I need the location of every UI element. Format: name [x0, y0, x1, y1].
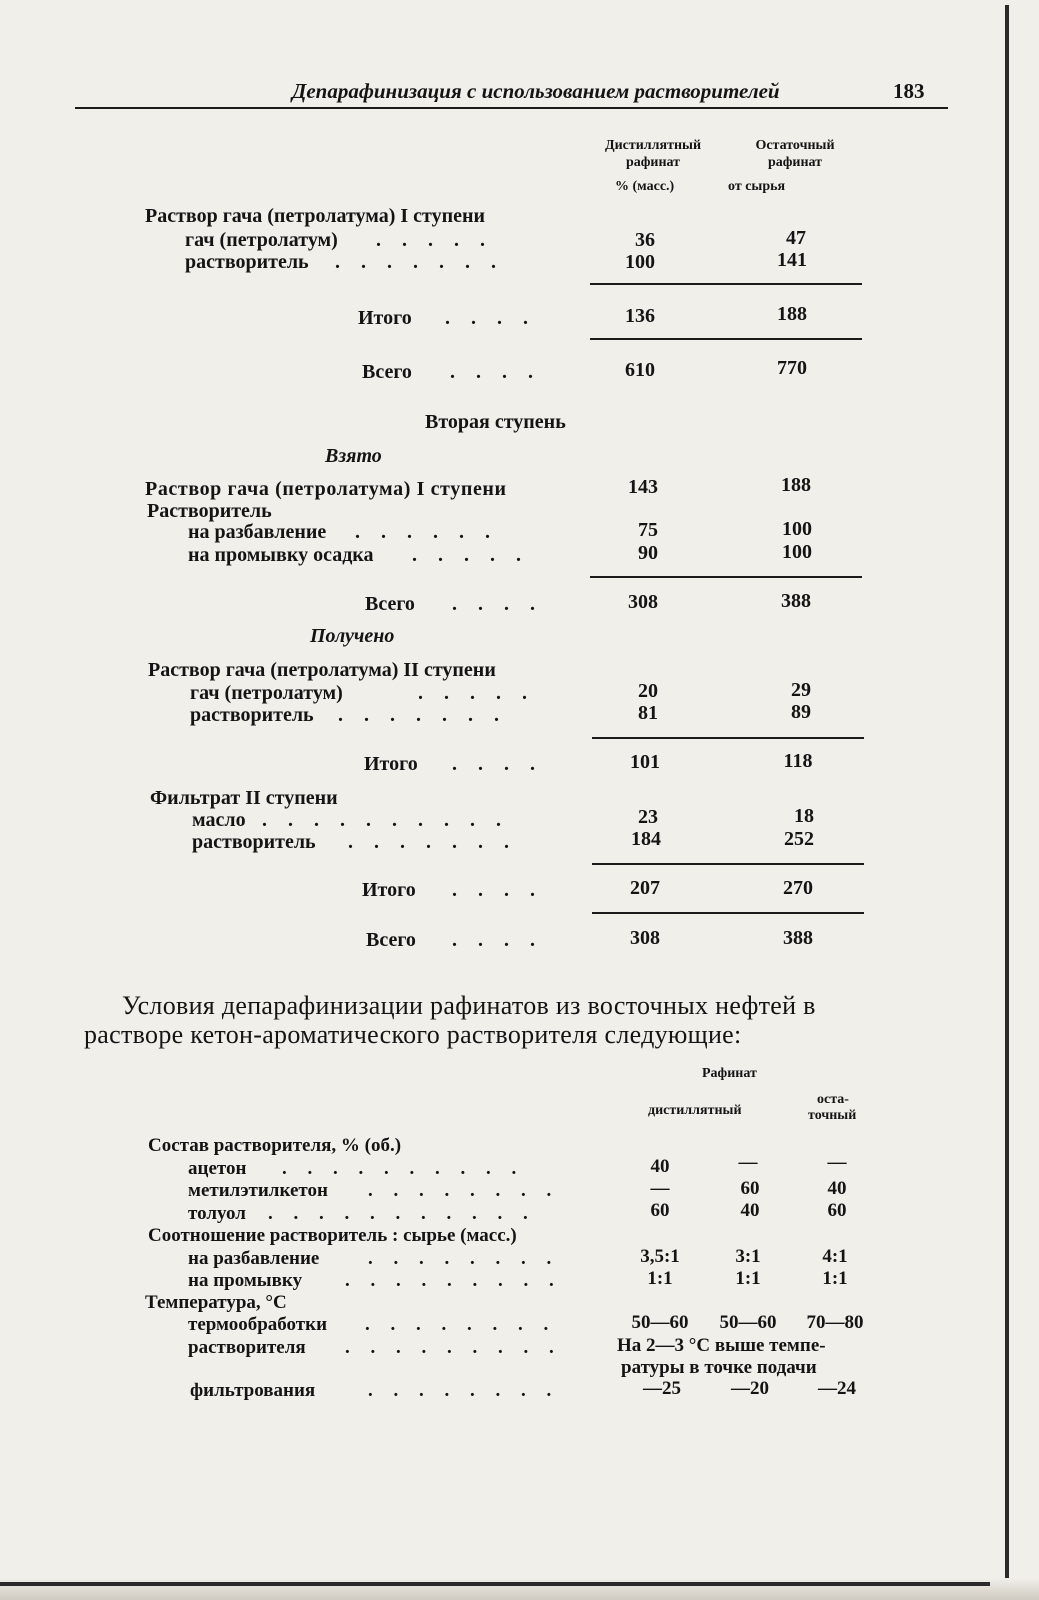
leader-dots: . . . . . . . . — [365, 1314, 557, 1335]
stage2-solution-heading: Раствор гача (петролатума) II ступени — [148, 659, 496, 681]
leader-dots: . . . . . . . . . — [345, 1337, 562, 1358]
value-distillate: 40 — [650, 1156, 670, 1177]
vsego-label: Всего — [362, 361, 412, 383]
value-residual: 1:1 — [822, 1268, 848, 1289]
value-distillate: 50—60 — [631, 1312, 689, 1333]
group-head-raffinate: Рафинат — [702, 1066, 757, 1081]
leader-dots: . . . . . . . . . . — [282, 1158, 525, 1179]
value-mid: 3:1 — [735, 1246, 761, 1267]
value-distillate: 60 — [650, 1200, 670, 1221]
paragraph-line-1: Условия депарафинизации рафинатов из восточных нефтей в — [122, 991, 816, 1020]
leader-dots: . . . . . . . — [348, 831, 517, 853]
value-residual: 70—80 — [806, 1312, 864, 1333]
page-number: 183 — [893, 79, 925, 103]
value-residual: 188 — [777, 303, 807, 325]
value-residual: 60 — [827, 1200, 847, 1221]
row-label: растворитель — [192, 831, 316, 853]
itogo-label: Итого — [362, 879, 416, 901]
leader-dots: . . . . . . . . — [368, 1180, 560, 1201]
leader-dots: . . . . — [450, 361, 541, 383]
vsego-label: Всего — [365, 593, 415, 615]
leader-dots: . . . . . . . . — [368, 1248, 560, 1269]
leader-dots: . . . . . — [412, 544, 529, 566]
row-label: на разбавление — [188, 1248, 320, 1269]
leader-dots: . . . . . — [376, 229, 493, 251]
scan-edge-right — [1005, 5, 1009, 1595]
row-label: термообработки — [188, 1314, 328, 1335]
leader-dots: . . . . — [452, 593, 543, 615]
row-label: гач (петролатум) — [185, 229, 338, 251]
value-distillate: 36 — [635, 229, 655, 251]
vsego-label: Всего — [366, 929, 416, 951]
value-residual: 252 — [784, 828, 814, 850]
leader-dots: . . . . . . . . . — [345, 1270, 562, 1291]
sum-rule — [590, 338, 862, 340]
col-head-residual: Остаточный рафинат — [755, 138, 835, 170]
leader-dots: . . . . . . . — [338, 704, 507, 726]
value-residual: 100 — [782, 518, 812, 540]
value-mid: 50—60 — [719, 1312, 777, 1333]
value-distillate: 81 — [638, 702, 658, 724]
leader-dots: . . . . . . . . — [368, 1380, 560, 1401]
value-residual: 4:1 — [822, 1246, 848, 1267]
row-label: Растворитель — [147, 500, 272, 522]
leader-dots: . . . . — [452, 753, 543, 775]
leader-dots: . . . . . — [418, 682, 535, 704]
section-heading-second-stage: Вторая ступень — [425, 411, 566, 433]
value-distillate: 23 — [638, 806, 658, 828]
sum-rule — [592, 737, 864, 739]
row-label: метилэтилкетон — [188, 1180, 328, 1201]
header-rule — [75, 107, 948, 109]
leader-dots: . . . . . . . . . . . — [268, 1203, 536, 1224]
row-label: растворителя — [188, 1337, 306, 1358]
value-residual: 188 — [781, 474, 811, 496]
value-distillate: 75 — [638, 519, 658, 541]
value-distillate: 308 — [628, 591, 658, 613]
ratio-heading: Соотношение растворитель : сырье (масс.) — [148, 1225, 517, 1246]
value-mid: 60 — [740, 1178, 760, 1199]
value-residual: 388 — [783, 927, 813, 949]
value-distillate: 1:1 — [647, 1268, 673, 1289]
value-residual: 141 — [777, 249, 807, 271]
subheading-taken: Взято — [325, 445, 382, 467]
value-distillate: —25 — [643, 1378, 681, 1399]
value-residual: 89 — [791, 701, 811, 723]
value-residual: 770 — [777, 357, 807, 379]
value-residual: 18 — [794, 805, 814, 827]
value-mid: — — [738, 1152, 758, 1173]
value-distillate: 100 — [625, 251, 655, 273]
leader-dots: . . . . . . . — [335, 251, 504, 273]
value-distillate: 20 — [638, 680, 658, 702]
value-distillate: 143 — [628, 476, 658, 498]
value-mid: 40 — [740, 1200, 760, 1221]
sum-rule — [590, 576, 862, 578]
filtrate-heading: Фильтрат II ступени — [150, 787, 338, 809]
col-head-distillate: дистиллятный — [648, 1103, 742, 1118]
unit-left: % (масс.) — [615, 179, 675, 194]
row-label: Раствор гача (петролатума) I ступени — [145, 478, 507, 500]
subheading-obtained: Получено — [310, 625, 395, 647]
sum-rule — [590, 283, 862, 285]
leader-dots: . . . . — [445, 307, 536, 329]
running-header-title: Депарафинизация с использованием растворителей — [292, 79, 780, 103]
row-label: фильтрования — [190, 1380, 316, 1401]
value-residual: 29 — [791, 679, 811, 701]
sum-rule — [592, 863, 864, 865]
solvent-temp-note-2: ратуры в точке подачи — [621, 1357, 817, 1378]
leader-dots: . . . . — [452, 929, 543, 951]
col-head-residual-1: оста- — [817, 1092, 849, 1107]
row-label: толуол — [188, 1203, 246, 1224]
value-residual: 118 — [783, 750, 813, 772]
value-residual: 47 — [786, 227, 806, 249]
leader-dots: . . . . . . . . . . — [262, 809, 509, 831]
stage1-solution-heading: Раствор гача (петролатума) I ступени — [145, 205, 486, 227]
itogo-label: Итого — [364, 753, 418, 775]
value-mid: 1:1 — [735, 1268, 761, 1289]
value-mid: —20 — [731, 1378, 769, 1399]
value-distillate: 610 — [625, 359, 655, 381]
sum-rule — [592, 912, 864, 914]
row-label: ацетон — [188, 1158, 247, 1179]
value-distillate: 184 — [631, 828, 661, 850]
row-label: гач (петролатум) — [190, 682, 343, 704]
scan-edge-bottom-line — [0, 1582, 990, 1586]
temperature-heading: Температура, °С — [145, 1292, 287, 1313]
value-residual: 40 — [827, 1178, 847, 1199]
value-distillate: — — [650, 1178, 670, 1199]
row-label: на промывку — [188, 1270, 303, 1291]
value-distillate: 90 — [638, 542, 658, 564]
value-residual: 270 — [783, 877, 813, 899]
col-head-residual-2: точный — [808, 1108, 857, 1123]
value-distillate: 207 — [630, 877, 660, 899]
unit-right: от сырья — [728, 179, 786, 194]
leader-dots: . . . . . . — [355, 521, 498, 543]
row-label: растворитель — [185, 251, 309, 273]
leader-dots: . . . . — [452, 879, 543, 901]
itogo-label: Итого — [358, 307, 412, 329]
value-distillate: 3,5:1 — [640, 1246, 680, 1267]
value-distillate: 308 — [630, 927, 660, 949]
value-residual: — — [827, 1152, 847, 1173]
value-residual: —24 — [818, 1378, 856, 1399]
composition-heading: Состав растворителя, % (об.) — [148, 1135, 402, 1156]
value-residual: 388 — [781, 590, 811, 612]
value-distillate: 101 — [630, 751, 660, 773]
value-residual: 100 — [782, 541, 812, 563]
row-label: на промывку осадка — [188, 544, 374, 566]
row-label: на разбавление — [188, 521, 327, 543]
col-head-distillate: Дистиллятный рафинат — [604, 138, 702, 170]
row-label: масло — [192, 809, 246, 831]
paragraph-line-2: растворе кетон-ароматического растворителя следующие: — [84, 1020, 742, 1049]
value-distillate: 136 — [625, 305, 655, 327]
solvent-temp-note-1: На 2—3 °С выше темпе- — [617, 1335, 826, 1356]
row-label: растворитель — [190, 704, 314, 726]
